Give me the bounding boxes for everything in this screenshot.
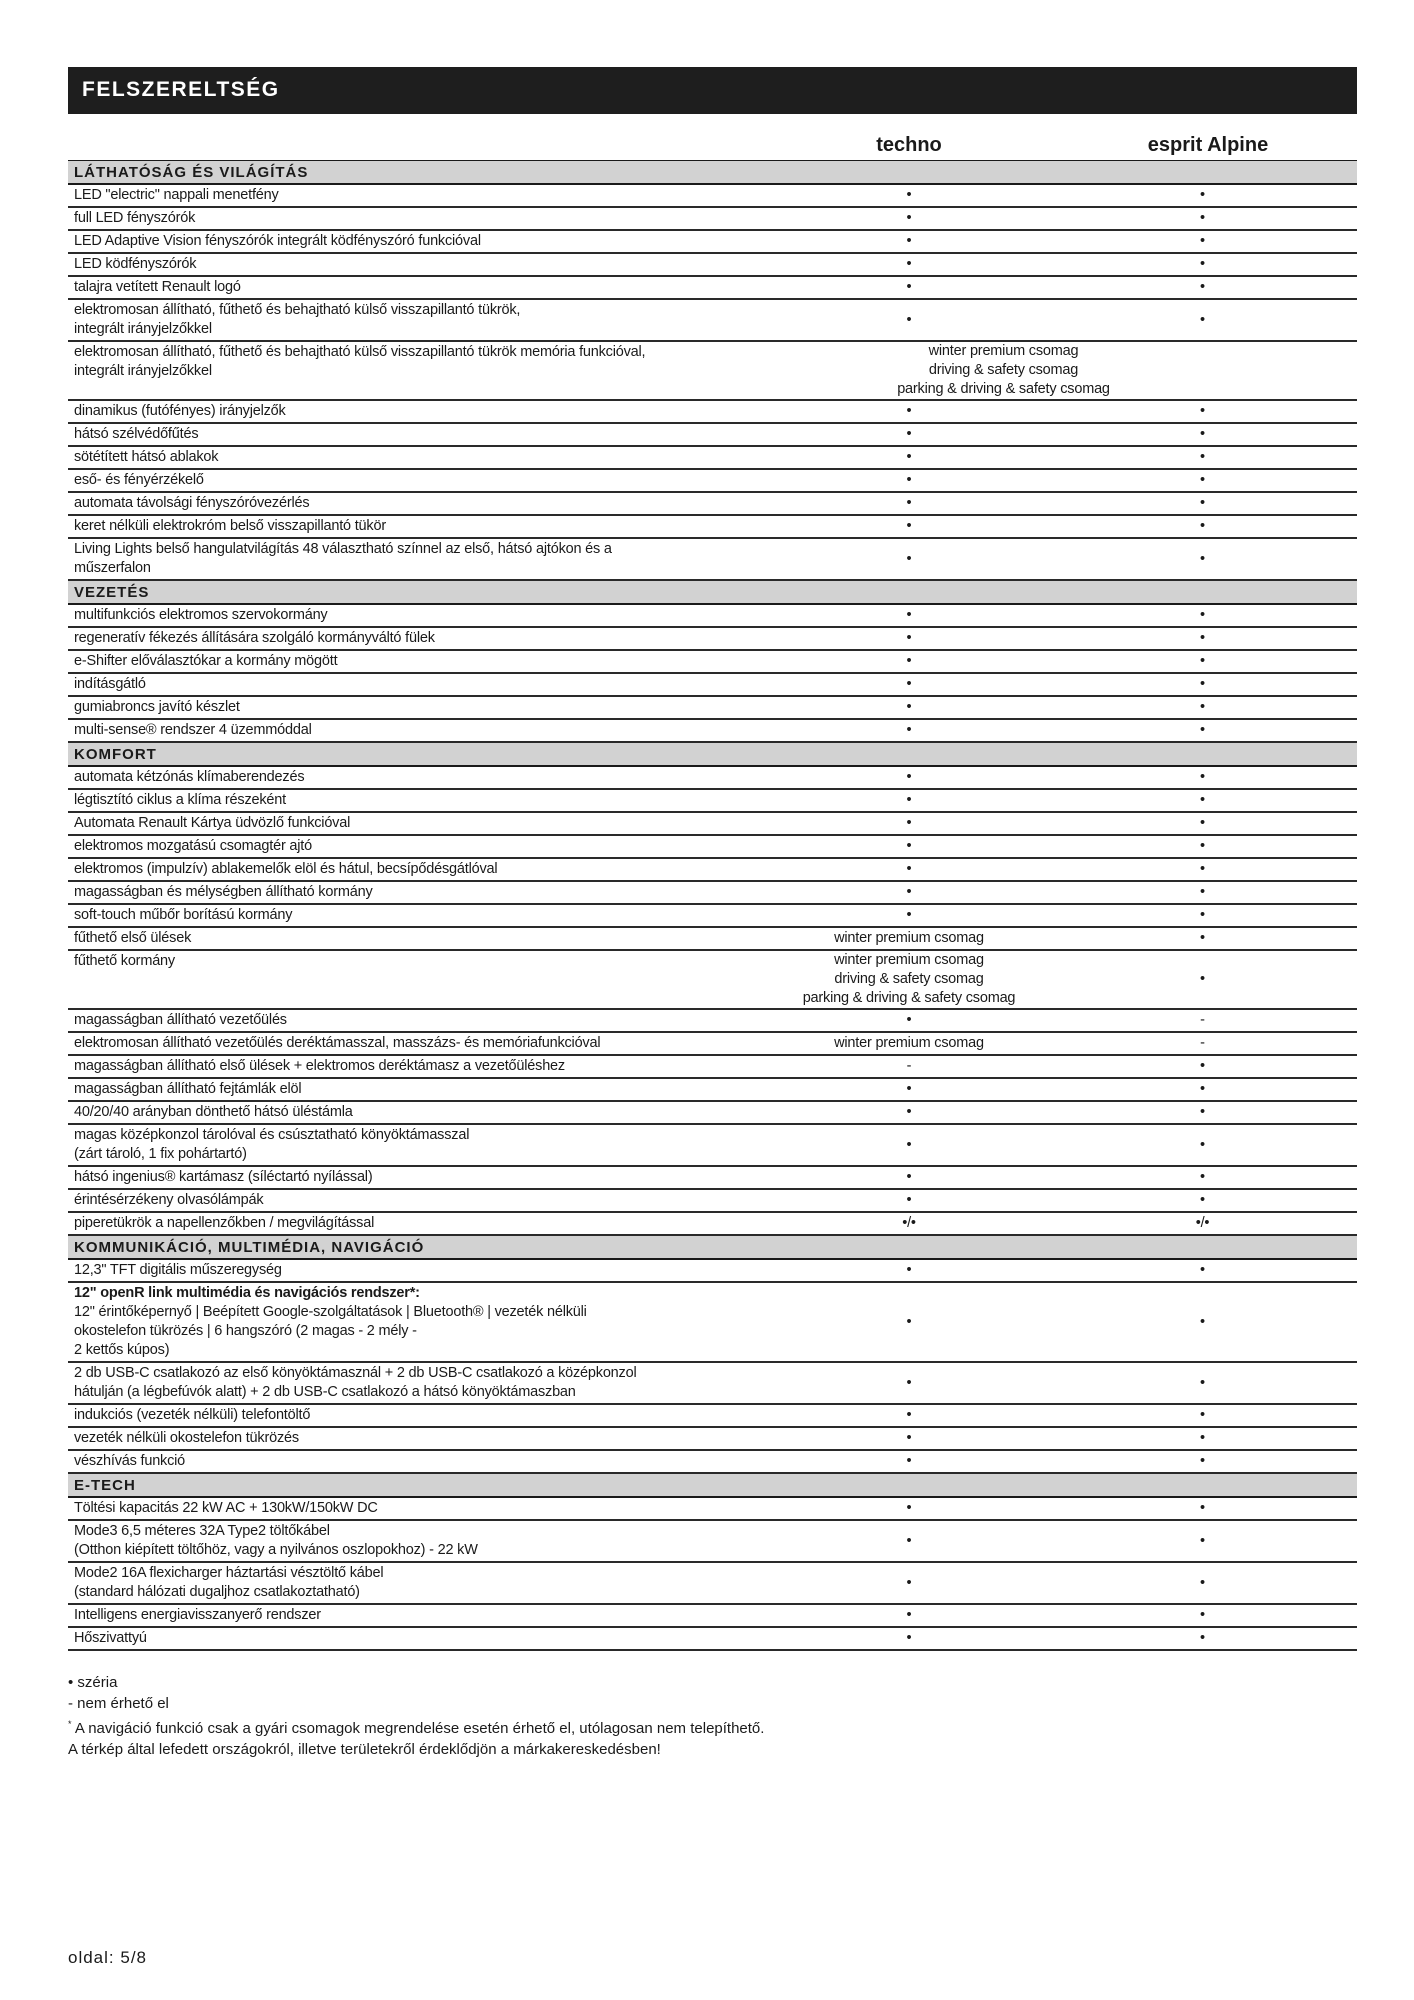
techno-value: winter premium csomag (834, 930, 984, 946)
techno-value: • (906, 1574, 912, 1591)
table-row (68, 1102, 1357, 1125)
feature-label (68, 651, 770, 672)
feature-label (68, 1605, 770, 1626)
page-title: FELSZERELTSÉG (82, 78, 280, 101)
feature-label (68, 951, 770, 1008)
techno-value: • (906, 550, 912, 567)
table-row (68, 342, 1357, 401)
esprit-alpine-value: • (1200, 311, 1205, 328)
feature-label-text: keret nélküli elektrokróm belső visszapillantó tükör (74, 518, 386, 534)
feature-label (68, 1363, 770, 1403)
feature-label-text: 12,3" TFT digitális műszeregység (74, 1262, 282, 1278)
techno-value: • (906, 495, 912, 511)
techno-value: • (906, 884, 912, 900)
techno-value: • (906, 653, 912, 669)
title-bar (68, 67, 1357, 114)
column-header-esprit-alpine: esprit Alpine (1147, 134, 1269, 156)
techno-value: • (906, 676, 912, 692)
column-header-techno: techno (876, 134, 942, 156)
esprit-alpine-value: • (1200, 1313, 1205, 1330)
esprit-alpine-value: • (1200, 676, 1205, 692)
feature-label-text: magasságban és mélységben állítható kormány (74, 884, 373, 900)
feature-label-text: talajra vetített Renault logó (74, 279, 241, 295)
techno-value: • (906, 1374, 912, 1391)
feature-label (68, 1167, 770, 1188)
equipment-table (68, 161, 1357, 1651)
feature-label-text: LED "electric" nappali menetfény (74, 187, 279, 203)
table-row (68, 1056, 1357, 1079)
feature-label-text: LED ködfényszórók (74, 256, 197, 272)
feature-label (68, 208, 770, 229)
feature-label (68, 1190, 770, 1211)
feature-label-text: 40/20/40 arányban dönthető hátsó üléstámla (74, 1104, 353, 1120)
table-row (68, 836, 1357, 859)
feature-label-text: Automata Renault Kártya üdvözlő funkcióval (74, 815, 351, 831)
table-row (68, 767, 1357, 790)
esprit-alpine-value: • (1200, 1192, 1205, 1208)
feature-label-text: automata kétzónás klímaberendezés (74, 769, 305, 785)
asterisk: * (68, 1719, 72, 1729)
feature-label (68, 470, 770, 491)
techno-value: • (906, 1012, 912, 1028)
table-row (68, 790, 1357, 813)
esprit-alpine-value: • (1200, 1136, 1205, 1153)
esprit-alpine-value: • (1200, 233, 1205, 249)
section-header: KOMFORT (68, 743, 1357, 767)
techno-value: • (906, 607, 912, 623)
table-row (68, 720, 1357, 743)
feature-label-text: magas középkonzol tárolóval és csúsztatható könyöktámasszal (zárt tároló, 1 fix pohártartó) (74, 1127, 470, 1162)
feature-label-text: fűthető első ülések (74, 930, 192, 946)
table-row (68, 651, 1357, 674)
esprit-alpine-value: • (1200, 1058, 1205, 1074)
esprit-alpine-value: • (1200, 1374, 1205, 1391)
feature-label-text: magasságban állítható fejtámlák elöl (74, 1081, 302, 1097)
techno-value: • (906, 1313, 912, 1330)
table-row (68, 447, 1357, 470)
esprit-alpine-value: - (1200, 1035, 1205, 1051)
feature-label (68, 1079, 770, 1100)
esprit-alpine-value: • (1200, 861, 1205, 877)
techno-value: • (906, 1453, 912, 1469)
feature-label (68, 231, 770, 252)
feature-label (68, 605, 770, 626)
techno-value: • (906, 630, 912, 646)
techno-value: winter premium csomag driving & safety csomag parking & driving & safety csomag (802, 952, 1016, 1006)
techno-value: • (906, 861, 912, 877)
techno-value: • (906, 1607, 912, 1623)
feature-label (68, 1563, 770, 1603)
feature-label-text: soft-touch műbőr borítású kormány (74, 907, 293, 923)
feature-label (68, 1498, 770, 1519)
esprit-alpine-value: • (1200, 256, 1205, 272)
techno-value: • (906, 233, 912, 249)
table-row (68, 813, 1357, 836)
techno-value: • (906, 518, 912, 534)
feature-label (68, 1102, 770, 1123)
table-row (68, 401, 1357, 424)
note-unavailable: - nem érhető el (68, 1694, 169, 1712)
techno-value: • (906, 1104, 912, 1120)
esprit-alpine-value: • (1200, 971, 1205, 987)
table-row (68, 1125, 1357, 1167)
feature-label-text: piperetükrök a napellenzőkben / megvilágítással (74, 1215, 375, 1231)
feature-label (68, 1451, 770, 1472)
section-header: VEZETÉS (68, 581, 1357, 605)
table-row (68, 1563, 1357, 1605)
feature-label-text: elektromosan állítható, fűthető és behajtható külső visszapillantó tükrök memória funkcióval, integrált irányjelzőkkel (74, 344, 646, 379)
table-row (68, 1260, 1357, 1283)
feature-label-text: légtisztító ciklus a klíma részeként (74, 792, 286, 808)
feature-label-text: Töltési kapacitás 22 kW AC + 130kW/150kW DC (74, 1500, 378, 1516)
esprit-alpine-value: • (1200, 653, 1205, 669)
feature-label (68, 882, 770, 903)
table-row (68, 1363, 1357, 1405)
esprit-alpine-value: • (1200, 630, 1205, 646)
esprit-alpine-value: • (1200, 792, 1205, 808)
techno-value: • (906, 426, 912, 442)
feature-label-text: elektromosan állítható, fűthető és behajtható külső visszapillantó tükrök, integrált irányjelzőkkel (74, 302, 521, 337)
esprit-alpine-value: • (1200, 210, 1205, 226)
table-row (68, 1167, 1357, 1190)
feature-label (68, 424, 770, 445)
feature-label (68, 905, 770, 926)
footnotes (68, 1673, 1357, 1760)
feature-label-text: érintésérzékeny olvasólámpák (74, 1192, 264, 1208)
table-row (68, 539, 1357, 581)
esprit-alpine-value: • (1200, 426, 1205, 442)
esprit-alpine-value: • (1200, 1453, 1205, 1469)
techno-value: winter premium csomag (834, 1035, 984, 1051)
techno-value: • (906, 722, 912, 738)
table-row (68, 905, 1357, 928)
feature-label (68, 539, 770, 579)
esprit-alpine-value: • (1200, 403, 1205, 419)
esprit-alpine-value: • (1200, 607, 1205, 623)
table-row (68, 516, 1357, 539)
feature-label-text: sötétített hátsó ablakok (74, 449, 219, 465)
techno-value: • (906, 1169, 912, 1185)
table-row (68, 928, 1357, 951)
feature-label (68, 185, 770, 206)
feature-label-text: gumiabroncs javító készlet (74, 699, 240, 715)
feature-label (68, 401, 770, 422)
esprit-alpine-value: • (1200, 550, 1205, 567)
esprit-alpine-value: • (1200, 930, 1205, 946)
techno-value: • (906, 449, 912, 465)
techno-value: • (906, 792, 912, 808)
table-row (68, 231, 1357, 254)
section-header: KOMMUNIKÁCIÓ, MULTIMÉDIA, NAVIGÁCIÓ (68, 1236, 1357, 1260)
feature-label (68, 1260, 770, 1281)
feature-label-text: magasságban állítható vezetőülés (74, 1012, 287, 1028)
feature-label (68, 859, 770, 880)
feature-label (68, 493, 770, 514)
note-standard: • széria (68, 1674, 118, 1691)
esprit-alpine-value: • (1200, 907, 1205, 923)
feature-label-text: hátsó szélvédőfűtés (74, 426, 199, 442)
esprit-alpine-value: • (1200, 1081, 1205, 1097)
section-header: LÁTHATÓSÁG ÉS VILÁGÍTÁS (68, 161, 1357, 185)
table-row (68, 628, 1357, 651)
note-navigation (68, 1714, 1357, 1740)
techno-value: • (906, 403, 912, 419)
feature-label (68, 813, 770, 834)
techno-value: • (906, 1630, 912, 1646)
table-row (68, 1628, 1357, 1651)
techno-value: • (906, 1430, 912, 1446)
feature-label (68, 790, 770, 811)
techno-value: • (906, 472, 912, 488)
feature-label (68, 300, 770, 340)
feature-label-text: multifunkciós elektromos szervokormány (74, 607, 328, 623)
feature-label-text: vezeték nélküli okostelefon tükrözés (74, 1430, 299, 1446)
page-number: oldal: 5/8 (68, 1948, 147, 1967)
feature-label (68, 720, 770, 741)
table-row (68, 1521, 1357, 1563)
feature-label (68, 1010, 770, 1031)
techno-value: • (906, 210, 912, 226)
techno-value: • (906, 1407, 912, 1423)
esprit-alpine-value: • (1200, 699, 1205, 715)
esprit-alpine-value: • (1200, 472, 1205, 488)
feature-label (68, 342, 770, 399)
feature-label (68, 767, 770, 788)
esprit-alpine-value: • (1200, 449, 1205, 465)
feature-label (68, 447, 770, 468)
feature-label (68, 1428, 770, 1449)
table-row (68, 254, 1357, 277)
feature-label-bold: 12" openR link multimédia és navigációs rendszer*: (74, 1285, 420, 1301)
techno-value: • (906, 279, 912, 295)
esprit-alpine-value: • (1200, 495, 1205, 511)
techno-value: • (906, 1136, 912, 1153)
table-row (68, 1033, 1357, 1056)
feature-label (68, 628, 770, 649)
techno-value: • (906, 311, 912, 328)
feature-label-text: fűthető kormány (74, 953, 175, 969)
esprit-alpine-value: • (1200, 769, 1205, 785)
feature-label-text: full LED fényszórók (74, 210, 196, 226)
esprit-alpine-value: • (1200, 722, 1205, 738)
esprit-alpine-value: • (1200, 1407, 1205, 1423)
table-row (68, 424, 1357, 447)
feature-label (68, 928, 770, 949)
content (68, 161, 1357, 1760)
table-row (68, 300, 1357, 342)
table-row (68, 605, 1357, 628)
table-row (68, 493, 1357, 516)
esprit-alpine-value: • (1200, 187, 1205, 203)
esprit-alpine-value: • (1200, 1169, 1205, 1185)
table-row (68, 951, 1357, 1010)
feature-label-text: indukciós (vezeték nélküli) telefontöltő (74, 1407, 311, 1423)
table-row (68, 1451, 1357, 1474)
feature-label-text: Living Lights belső hangulatvilágítás 48 választható színnel az első, hátsó ajtókon és a műszerfalon (74, 541, 612, 576)
feature-label-text: Mode2 16A flexicharger háztartási vésztöltő kábel (standard hálózati dugaljhoz csatlakoztatható) (74, 1565, 384, 1600)
note-navigation-text: A navigáció funkció csak a gyári csomagok megrendelése esetén érhető el, utólagosan nem telepíthető. (71, 1720, 765, 1737)
table-row (68, 1190, 1357, 1213)
feature-label-text: elektromosan állítható vezetőülés deréktámasszal, masszázs- és memóriafunkcióval (74, 1035, 601, 1051)
techno-value: • (906, 1500, 912, 1516)
feature-label-text: 12" érintőképernyő | Beépített Google-szolgáltatások | Bluetooth® | vezeték nélküli okostelefon tükrözés | 6 hangszóró (2 magas - 2 mély - 2 kettős kúpos) (74, 1304, 587, 1358)
techno-value: • (906, 1192, 912, 1208)
feature-label-text: regeneratív fékezés állítására szolgáló kormányváltó fülek (74, 630, 435, 646)
table-row (68, 208, 1357, 231)
feature-label (68, 674, 770, 695)
note-map: A térkép által lefedett országokról, illetve területekről érdeklődjön a márkakereskedésben! (68, 1740, 661, 1758)
feature-label (68, 277, 770, 298)
table-row (68, 185, 1357, 208)
feature-label (68, 697, 770, 718)
techno-value: • (906, 769, 912, 785)
techno-value: • (906, 1262, 912, 1278)
techno-value: • (906, 907, 912, 923)
esprit-alpine-value: • (1200, 1532, 1205, 1549)
esprit-alpine-value: • (1200, 1574, 1205, 1591)
feature-label-text: Mode3 6,5 méteres 32A Type2 töltőkábel (Otthon kiépített töltőhöz, vagy a nyilvános oszlopokhoz) - 22 kW (74, 1523, 478, 1558)
table-row (68, 470, 1357, 493)
feature-label (68, 1405, 770, 1426)
esprit-alpine-value: • (1200, 815, 1205, 831)
table-row (68, 1213, 1357, 1236)
feature-label-text: vészhívás funkció (74, 1453, 186, 1469)
esprit-alpine-value: • (1200, 1630, 1205, 1646)
feature-label-text: e-Shifter előválasztókar a kormány mögött (74, 653, 338, 669)
esprit-alpine-value: • (1200, 838, 1205, 854)
techno-value: • (906, 838, 912, 854)
esprit-alpine-value: • (1200, 518, 1205, 534)
table-row (68, 697, 1357, 720)
feature-label (68, 1628, 770, 1649)
techno-value: • (906, 187, 912, 203)
feature-label (68, 254, 770, 275)
feature-label-text: elektromos (impulzív) ablakemelők elöl és hátul, becsípődésgátlóval (74, 861, 498, 877)
table-row (68, 882, 1357, 905)
feature-label-text: elektromos mozgatású csomagtér ajtó (74, 838, 312, 854)
feature-label-text: Intelligens energiavisszanyerő rendszer (74, 1607, 321, 1623)
table-row (68, 859, 1357, 882)
esprit-alpine-value: • (1200, 884, 1205, 900)
table-row (68, 1498, 1357, 1521)
feature-label-text: automata távolsági fényszóróvezérlés (74, 495, 310, 511)
esprit-alpine-value: • (1200, 1262, 1205, 1278)
techno-value: • (906, 1081, 912, 1097)
feature-label (68, 1033, 770, 1054)
table-row (68, 674, 1357, 697)
techno-value: •/• (902, 1215, 916, 1231)
techno-value: • (906, 815, 912, 831)
esprit-alpine-value: •/• (1195, 1215, 1210, 1231)
techno-value: - (906, 1058, 912, 1074)
feature-label-text: dinamikus (futófényes) irányjelzők (74, 403, 286, 419)
feature-label-text: 2 db USB-C csatlakozó az első könyöktámasznál + 2 db USB-C csatlakozó a középkonzol hátulján (a légbefúvók alatt) + 2 db USB-C csatlakozó a hátsó könyöktámaszban (74, 1365, 637, 1400)
feature-label (68, 1056, 770, 1077)
feature-label-text: hátsó ingenius® kartámasz (síléctartó nyílással) (74, 1169, 373, 1185)
techno-value: • (906, 256, 912, 272)
esprit-alpine-value: • (1200, 279, 1205, 295)
feature-label-text: eső- és fényérzékelő (74, 472, 204, 488)
feature-label (68, 1521, 770, 1561)
feature-label-text: magasságban állítható első ülések + elektromos deréktámasz a vezetőüléshez (74, 1058, 565, 1074)
table-row (68, 1428, 1357, 1451)
table-row (68, 1283, 1357, 1363)
feature-label (68, 1283, 770, 1361)
package-availability: winter premium csomag driving & safety csomag parking & driving & safety csomag (897, 343, 1110, 397)
section-header: E-TECH (68, 1474, 1357, 1498)
feature-label (68, 1125, 770, 1165)
esprit-alpine-value: • (1200, 1430, 1205, 1446)
esprit-alpine-value: • (1200, 1500, 1205, 1516)
feature-label-text: LED Adaptive Vision fényszórók integrált ködfényszóró funkcióval (74, 233, 481, 249)
table-row (68, 277, 1357, 300)
table-row (68, 1079, 1357, 1102)
table-row (68, 1605, 1357, 1628)
feature-label (68, 836, 770, 857)
column-headers (68, 134, 1357, 163)
esprit-alpine-value: • (1200, 1104, 1205, 1120)
esprit-alpine-value: - (1200, 1012, 1205, 1028)
feature-label-text: Hőszivattyú (74, 1630, 147, 1646)
table-row (68, 1010, 1357, 1033)
techno-value: • (906, 699, 912, 715)
feature-label (68, 516, 770, 537)
esprit-alpine-value: • (1200, 1607, 1205, 1623)
techno-value: • (906, 1532, 912, 1549)
feature-label (68, 1213, 770, 1234)
feature-label-text: indításgátló (74, 676, 146, 692)
table-row (68, 1405, 1357, 1428)
feature-label-text: multi-sense® rendszer 4 üzemmóddal (74, 722, 312, 738)
